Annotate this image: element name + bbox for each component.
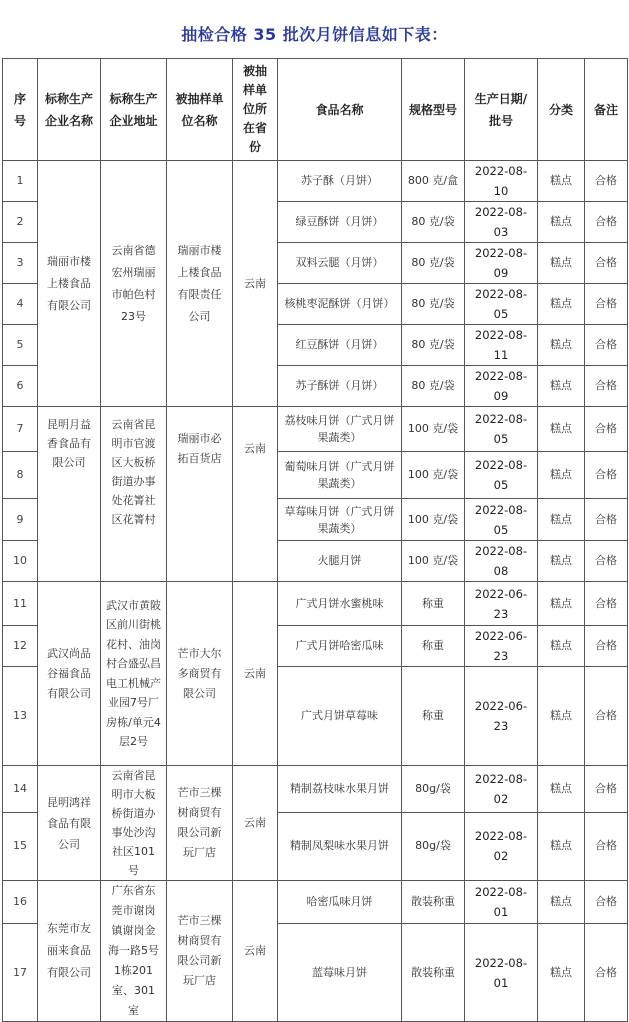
category-cell: 糕点: [538, 452, 585, 499]
mfr-addr-cell: 武汉市黄陂区前川街桃花村、油岗村合盛弘昌电工机械产业园7号厂房栋/单元4层2号: [101, 582, 167, 766]
remark-cell: 合格: [585, 366, 628, 407]
category-cell: 糕点: [538, 881, 585, 924]
spec-cell: 100 克/袋: [402, 499, 465, 541]
food-name-cell: 广式月饼草莓味: [278, 667, 402, 766]
category-cell: 糕点: [538, 812, 585, 880]
header-mfr-name: 标称生产企业名称: [38, 59, 101, 161]
mfr-name-cell: 瑞丽市楼上楼食品有限公司: [38, 161, 101, 407]
food-name-cell: 草莓味月饼（广式月饼果蔬类）: [278, 499, 402, 541]
food-name-cell: 苏子酥（月饼）: [278, 161, 402, 202]
header-food-name: 食品名称: [278, 59, 402, 161]
category-cell: 糕点: [538, 366, 585, 407]
food-name-cell: 荔枝味月饼（广式月饼果蔬类）: [278, 407, 402, 452]
food-name-cell: 精制荔枝味水果月饼: [278, 766, 402, 813]
category-cell: 糕点: [538, 667, 585, 766]
header-date: 生产日期/批号: [465, 59, 538, 161]
date-cell: 2022-08-11: [465, 325, 538, 366]
spec-cell: 100 克/袋: [402, 541, 465, 582]
date-cell: 2022-06-23: [465, 626, 538, 667]
remark-cell: 合格: [585, 499, 628, 541]
remark-cell: 合格: [585, 407, 628, 452]
remark-cell: 合格: [585, 452, 628, 499]
mfr-addr-cell: 云南省昆明市官渡区大板桥街道办事处花箐社区花箐村: [101, 407, 167, 582]
spec-cell: 80 克/袋: [402, 366, 465, 407]
seq-cell: 5: [3, 325, 38, 366]
date-cell: 2022-06-23: [465, 667, 538, 766]
spec-cell: 80 克/袋: [402, 325, 465, 366]
province-cell: 云南: [233, 766, 278, 881]
province-cell: 云南: [233, 407, 278, 582]
province-cell: 云南: [233, 881, 278, 1022]
header-mfr-addr: 标称生产企业地址: [101, 59, 167, 161]
table-row: [3, 881, 628, 924]
food-name-cell: 蓝莓味月饼: [278, 924, 402, 1022]
sampled-unit-cell: 芒市三棵树商贸有限公司新玩厂店: [167, 881, 233, 1022]
spec-cell: 80g/袋: [402, 812, 465, 880]
date-cell: 2022-08-02: [465, 766, 538, 813]
spec-cell: 散装称重: [402, 924, 465, 1022]
category-cell: 糕点: [538, 766, 585, 813]
seq-cell: 9: [3, 499, 38, 541]
spec-cell: 100 克/袋: [402, 407, 465, 452]
mfr-name-cell: 昆明鸿祥食品有限公司: [38, 766, 101, 881]
date-cell: 2022-08-01: [465, 924, 538, 1022]
remark-cell: 合格: [585, 243, 628, 284]
mfr-name-cell: 昆明月益香食品有限公司: [38, 407, 101, 582]
header-category: 分类: [538, 59, 585, 161]
seq-cell: 10: [3, 541, 38, 582]
date-cell: 2022-08-05: [465, 407, 538, 452]
food-name-cell: 哈密瓜味月饼: [278, 881, 402, 924]
date-cell: 2022-08-05: [465, 452, 538, 499]
food-name-cell: 苏子酥饼（月饼）: [278, 366, 402, 407]
mfr-name-cell: 东莞市友丽来食品有限公司: [38, 881, 101, 1022]
table-row: [3, 407, 628, 452]
remark-cell: 合格: [585, 284, 628, 325]
category-cell: 糕点: [538, 582, 585, 626]
date-cell: 2022-08-08: [465, 541, 538, 582]
table-row: [3, 582, 628, 626]
category-cell: 糕点: [538, 202, 585, 243]
header-spec: 规格型号: [402, 59, 465, 161]
seq-cell: 11: [3, 582, 38, 626]
spec-cell: 称重: [402, 582, 465, 626]
remark-cell: 合格: [585, 161, 628, 202]
date-cell: 2022-08-05: [465, 284, 538, 325]
date-cell: 2022-06-23: [465, 582, 538, 626]
date-cell: 2022-08-09: [465, 366, 538, 407]
food-name-cell: 核桃枣泥酥饼（月饼）: [278, 284, 402, 325]
sampled-unit-cell: 瑞丽市楼上楼食品有限责任公司: [167, 161, 233, 407]
seq-cell: 17: [3, 924, 38, 1022]
header-province: 被抽样单位所在省份: [233, 59, 278, 161]
category-cell: 糕点: [538, 284, 585, 325]
province-cell: 云南: [233, 161, 278, 407]
seq-cell: 2: [3, 202, 38, 243]
category-cell: 糕点: [538, 407, 585, 452]
date-cell: 2022-08-10: [465, 161, 538, 202]
seq-cell: 16: [3, 881, 38, 924]
remark-cell: 合格: [585, 202, 628, 243]
seq-cell: 14: [3, 766, 38, 813]
remark-cell: 合格: [585, 667, 628, 766]
spec-cell: 80 克/袋: [402, 243, 465, 284]
category-cell: 糕点: [538, 243, 585, 284]
moon-cake-inspection-table: [2, 58, 628, 1022]
category-cell: 糕点: [538, 325, 585, 366]
header-sampled-unit: 被抽样单位名称: [167, 59, 233, 161]
spec-cell: 80 克/袋: [402, 202, 465, 243]
food-name-cell: 双料云腿（月饼）: [278, 243, 402, 284]
food-name-cell: 火腿月饼: [278, 541, 402, 582]
remark-cell: 合格: [585, 924, 628, 1022]
seq-cell: 1: [3, 161, 38, 202]
seq-cell: 13: [3, 667, 38, 766]
mfr-addr-cell: 云南省昆明市大板桥街道办事处沙沟社区101号: [101, 766, 167, 881]
sampled-unit-cell: 芒市三棵树商贸有限公司新玩厂店: [167, 766, 233, 881]
remark-cell: 合格: [585, 881, 628, 924]
spec-cell: 称重: [402, 626, 465, 667]
category-cell: 糕点: [538, 499, 585, 541]
header-seq: 序号: [3, 59, 38, 161]
seq-cell: 7: [3, 407, 38, 452]
table-row: [3, 766, 628, 813]
food-name-cell: 精制凤梨味水果月饼: [278, 812, 402, 880]
spec-cell: 80 克/袋: [402, 284, 465, 325]
spec-cell: 80g/袋: [402, 766, 465, 813]
sampled-unit-cell: 芒市大尔多商贸有限公司: [167, 582, 233, 766]
food-name-cell: 葡萄味月饼（广式月饼果蔬类）: [278, 452, 402, 499]
header-row: [3, 59, 628, 161]
category-cell: 糕点: [538, 626, 585, 667]
remark-cell: 合格: [585, 812, 628, 880]
table-row: [3, 161, 628, 202]
mfr-name-cell: 武汉尚品谷福食品有限公司: [38, 582, 101, 766]
province-cell: 云南: [233, 582, 278, 766]
mfr-addr-cell: 云南省德宏州瑞丽市帕色村23号: [101, 161, 167, 407]
category-cell: 糕点: [538, 541, 585, 582]
food-name-cell: 绿豆酥饼（月饼）: [278, 202, 402, 243]
food-name-cell: 广式月饼水蜜桃味: [278, 582, 402, 626]
seq-cell: 12: [3, 626, 38, 667]
header-remark: 备注: [585, 59, 628, 161]
spec-cell: 800 克/盒: [402, 161, 465, 202]
remark-cell: 合格: [585, 582, 628, 626]
remark-cell: 合格: [585, 766, 628, 813]
spec-cell: 100 克/袋: [402, 452, 465, 499]
sampled-unit-cell: 瑞丽市必拓百货店: [167, 407, 233, 582]
category-cell: 糕点: [538, 924, 585, 1022]
spec-cell: 散装称重: [402, 881, 465, 924]
remark-cell: 合格: [585, 325, 628, 366]
remark-cell: 合格: [585, 626, 628, 667]
seq-cell: 4: [3, 284, 38, 325]
date-cell: 2022-08-05: [465, 499, 538, 541]
mfr-addr-cell: 广东省东莞市谢岗镇谢岗金海一路5号1栋201室、301室: [101, 881, 167, 1022]
page-title: 抽检合格 35 批次月饼信息如下表：: [181, 25, 448, 44]
seq-cell: 6: [3, 366, 38, 407]
seq-cell: 8: [3, 452, 38, 499]
remark-cell: 合格: [585, 541, 628, 582]
seq-cell: 15: [3, 812, 38, 880]
spec-cell: 称重: [402, 667, 465, 766]
food-name-cell: 红豆酥饼（月饼）: [278, 325, 402, 366]
date-cell: 2022-08-02: [465, 812, 538, 880]
category-cell: 糕点: [538, 161, 585, 202]
date-cell: 2022-08-09: [465, 243, 538, 284]
food-name-cell: 广式月饼哈密瓜味: [278, 626, 402, 667]
date-cell: 2022-08-03: [465, 202, 538, 243]
date-cell: 2022-08-01: [465, 881, 538, 924]
seq-cell: 3: [3, 243, 38, 284]
